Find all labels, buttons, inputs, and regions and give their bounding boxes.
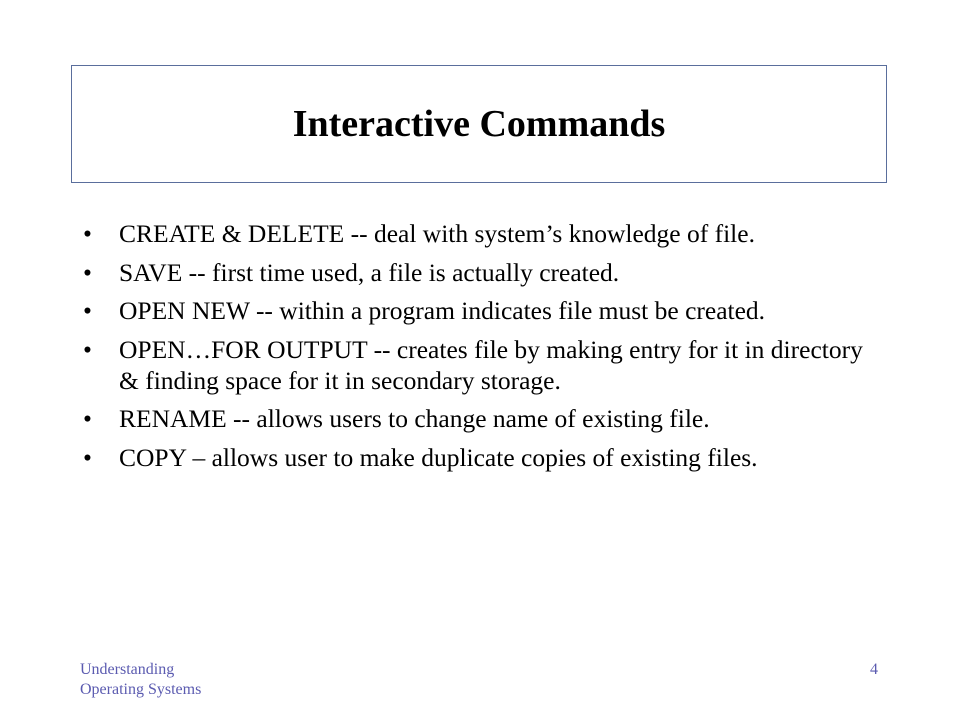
bullet-text: OPEN…FOR OUTPUT -- creates file by making entry for it in directory & finding space for it in secondary storage.: [119, 334, 863, 395]
bullet-icon: •: [83, 219, 92, 248]
footer-line-1: Understanding: [80, 661, 175, 678]
bullet-item: [83, 218, 883, 249]
bullet-item: [83, 334, 883, 396]
bullet-icon: •: [83, 257, 92, 287]
bullet-icon: •: [83, 404, 92, 433]
bullet-text: CREATE & DELETE -- deal with system’s knowledge of file.: [119, 219, 755, 248]
bullet-text: COPY – allows user to make duplicate copies of existing files.: [119, 442, 758, 472]
bullet-icon: •: [83, 442, 92, 472]
bullet-text: SAVE -- first time used, a file is actually created.: [119, 257, 620, 287]
bullet-text: OPEN NEW -- within a program indicates file must be created.: [119, 296, 766, 325]
bullet-item: [83, 442, 883, 473]
bullet-icon: •: [83, 296, 92, 325]
bullet-item: [83, 403, 883, 434]
bullet-item: [83, 295, 883, 326]
page-number: 4: [870, 661, 878, 678]
slide-title: Interactive Commands: [292, 103, 666, 145]
footer-line-2: Operating Systems: [80, 681, 202, 698]
title-frame: [71, 65, 887, 183]
footer-course-title: [80, 660, 201, 700]
bullet-icon: •: [83, 334, 92, 364]
bullet-item: [83, 257, 883, 288]
bullet-list: [83, 218, 883, 480]
bullet-text: RENAME -- allows users to change name of existing file.: [119, 404, 710, 433]
